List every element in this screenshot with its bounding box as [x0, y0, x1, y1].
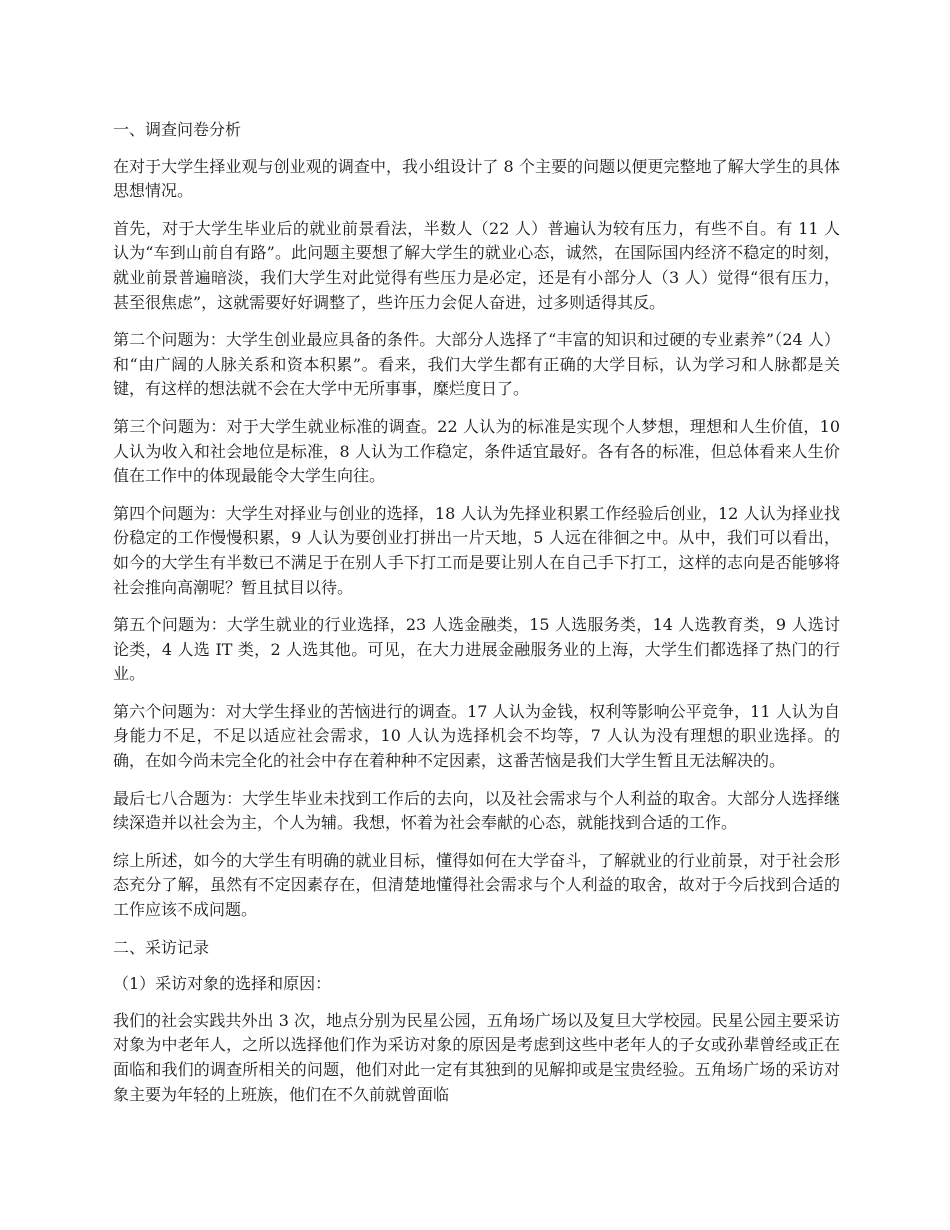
paragraph-question-7-8: 最后七八合题为：大学生毕业未找到工作后的去向，以及社会需求与个人利益的取舍。大部分人选择继续深造并以社会为主，个人为辅。我想，怀着为社会奉献的心态，就能找到合适的工作。	[113, 788, 840, 833]
paragraph-interview-locations: 我们的社会实践共外出 3 次，地点分别为民星公园，五角场广场以及复旦大学校园。民星公园主要采访对象为中老年人，之所以选择他们作为采访对象的原因是考虑到这些中老年人的子女或孙辈曾经或正在面临和我们的调查所相关的问题，他们对此一定有其独到的见解抑或是宝贵经验。五角场广场的采访对象主要为年轻的上班族，他们在不久前就曾面临	[113, 1010, 840, 1104]
document-page	[113, 118, 840, 1120]
paragraph-question-5: 第五个问题为：大学生就业的行业选择，23 人选金融类，15 人选服务类，14 人选教育类，9 人选讨论类，4 人选 IT 类，2 人选其他。可见，在大力进展金融服务业的上海，大学生们都选择了热门的行业。	[113, 615, 840, 684]
section-heading-survey-analysis: 一、调查问卷分析	[113, 120, 242, 139]
subheading-interviewee-selection: （1）采访对象的选择和原因：	[113, 974, 332, 994]
section-heading-interview-records: 二、采访记录	[113, 937, 210, 957]
paragraph-summary: 综上所述，如今的大学生有明确的就业目标，懂得如何在大学奋斗，了解就业的行业前景，对于社会形态充分了解，虽然有不定因素存在，但清楚地懂得社会需求与个人利益的取舍，故对于今后找到合适的工作应该不成问题。	[113, 850, 840, 920]
paragraph-question-3: 第三个问题为：对于大学生就业标准的调查。22 人认为的标准是实现个人梦想，理想和人生价值，10 人认为收入和社会地位是标准，8 人认为工作稳定，条件适宜最好。各有各的标准，但总体看来人生价值在工作中的体现最能令大学生向往。	[113, 416, 840, 486]
paragraph-intro: 在对于大学生择业观与创业观的调查中，我小组设计了 8 个主要的问题以便更完整地了解大学生的具体思想情况。	[113, 156, 840, 201]
paragraph-question-1: 首先，对于大学生毕业后的就业前景看法，半数人（22 人）普遍认为较有压力，有些不自。有 11 人认为“车到山前自有路”。此问题主要想了解大学生的就业心态，诚然，在国际国内经济不稳定的时刻，就业前景普遍暗淡，我们大学生对此觉得有些压力是必定，还是有小部分人（3 人）觉得“很有压力，甚至很焦虑”，这就需要好好调整了，些许压力会促人奋进，过多则适得其反。	[113, 218, 840, 312]
paragraph-question-6: 第六个问题为：对大学生择业的苦恼进行的调查。17 人认为金钱，权利等影响公平竞争，11 人认为自身能力不足，不足以适应社会需求，10 人认为选择机会不均等，7 人认为没有理想的职业选择。的确，在如今尚未完全化的社会中存在着种种不定因素，这番苦恼是我们大学生暂且无法解决的。	[113, 701, 840, 771]
paragraph-question-2: 第二个问题为：大学生创业最应具备的条件。大部分人选择了“丰富的知识和过硬的专业素养”（24 人）和“由广阔的人脉关系和资本积累”。看来，我们大学生都有正确的大学目标，认为学习和人脉都是关键，有这样的想法就不会在大学中无所事事，糜烂度日了。	[113, 330, 840, 399]
paragraph-question-4: 第四个问题为：大学生对择业与创业的选择，18 人认为先择业积累工作经验后创业，12 人认为择业找份稳定的工作慢慢积累，9 人认为要创业打拼出一片天地，5 人远在徘徊之中。从中，我们可以看出，如今的大学生有半数已不满足于在别人手下打工而是要让别人在自己手下打工，这样的志向是否能够将社会推向高潮呢？暂且拭目以待。	[113, 503, 840, 597]
